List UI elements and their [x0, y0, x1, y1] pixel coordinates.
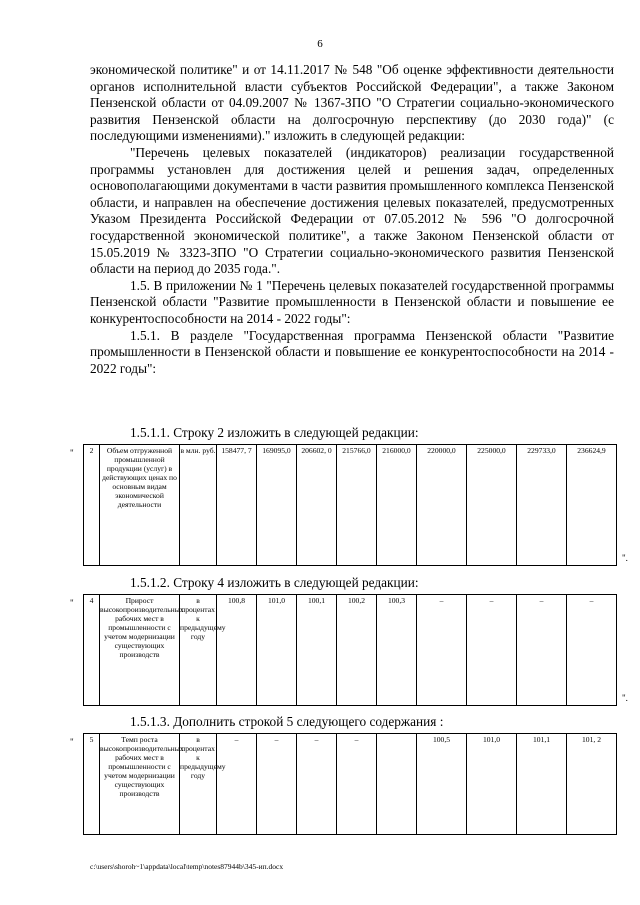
table-row — [84, 445, 617, 566]
indicator-name: Прирост высокопроизводительных рабочих мест в промышленности с учетом модернизации существующих производств — [100, 595, 180, 706]
paragraph: "Перечень целевых показателей (индикаторов) реализации государственной программы установлен для достижения целей и решения задач, определенных основополагающими документами в части развития промышленного комплекса Пензенской области, и направлен на обеспечение достижения целевых показателей, предусмотренных Указом Президента Российской Федерации от 07.05.2012 № 596 "О долгосрочной государственной экономической политике", а также Законом Пензенской области от 15.05.2019 № 3323-ЗПО "О Стратегии социально-экономического развития Пензенской области на период до 2035 года.". — [90, 144, 614, 277]
open-quote: " — [70, 598, 74, 608]
heading-row2: 1.5.1.1. Строку 2 изложить в следующей редакции: — [130, 425, 419, 440]
value-cell: – — [297, 734, 337, 835]
value-cell: 100,5 — [417, 734, 467, 835]
page-number: 6 — [317, 38, 323, 50]
indicator-name: Темп роста высокопроизводительных рабочих мест в промышленности с учетом модернизации существующих производств — [100, 734, 180, 835]
table-row2 — [83, 444, 617, 566]
paragraph: 1.5. В приложении № 1 "Перечень целевых показателей государственной программы Пензенской области "Развитие промышленности в Пензенской области и повышение ее конкурентоспособности на 2014 - 2022 годы": — [90, 277, 614, 326]
row-number: 4 — [84, 595, 100, 706]
value-cell: 100,8 — [217, 595, 257, 706]
table-row5 — [83, 733, 617, 835]
value-cell: – — [217, 734, 257, 835]
row-number: 5 — [84, 734, 100, 835]
value-cell: 236624,9 — [567, 445, 617, 566]
value-cell: 206602, 0 — [297, 445, 337, 566]
close-quote: ". — [622, 693, 628, 703]
value-cell: 100,2 — [337, 595, 377, 706]
paragraph: 1.5.1. В разделе "Государственная программа Пензенской области "Развитие промышленности в Пензенской области и повышение ее конкурентоспособности на 2014 - 2022 годы": — [90, 327, 614, 376]
value-cell: 101,0 — [257, 595, 297, 706]
value-cell: 225000,0 — [467, 445, 517, 566]
indicator-name: Объем отгруженной промышленной продукции (услуг) в действующих ценах по основным видам экономической деятельности — [100, 445, 180, 566]
unit: в процентах к предыдущему году — [180, 595, 217, 706]
value-cell: 158477, 7 — [217, 445, 257, 566]
close-quote: ". — [622, 553, 628, 563]
value-cell: – — [467, 595, 517, 706]
value-cell: – — [417, 595, 467, 706]
table-row — [84, 595, 617, 706]
value-cell: – — [517, 595, 567, 706]
table-row4 — [83, 594, 617, 706]
value-cell: 229733,0 — [517, 445, 567, 566]
value-cell: 215766,0 — [337, 445, 377, 566]
heading-row4: 1.5.1.2. Строку 4 изложить в следующей редакции: — [130, 575, 419, 590]
document-body — [90, 62, 614, 377]
value-cell: 100,3 — [377, 595, 417, 706]
value-cell: – — [257, 734, 297, 835]
unit: в млн. руб. — [180, 445, 217, 566]
open-quote: " — [70, 448, 74, 458]
value-cell: 100,1 — [297, 595, 337, 706]
value-cell: 101,0 — [467, 734, 517, 835]
value-cell: 101,1 — [517, 734, 567, 835]
unit: в процентах к предыдущему году — [180, 734, 217, 835]
paragraph: экономической политике" и от 14.11.2017 № 548 "Об оценке эффективности деятельности органов исполнительной власти субъектов Российской Федерации", а также Законом Пензенской области от 04.09.2007 № 1367-ЗПО "О Стратегии социально-экономического развития Пензенской области на долгосрочную перспективу (до 2030 года)" (с последующими изменениями)." изложить в следующей редакции: — [90, 62, 614, 144]
heading-row5: 1.5.1.3. Дополнить строкой 5 следующего содержания : — [130, 714, 444, 729]
footer-file-path: c:\users\shoroh~1\appdata\local\temp\notes87944b\345-ип.docx — [90, 862, 284, 871]
value-cell: 101, 2 — [567, 734, 617, 835]
value-cell: – — [337, 734, 377, 835]
value-cell — [377, 734, 417, 835]
row-number: 2 — [84, 445, 100, 566]
open-quote: " — [70, 737, 74, 747]
value-cell: 220000,0 — [417, 445, 467, 566]
table-row — [84, 734, 617, 835]
value-cell: 169095,0 — [257, 445, 297, 566]
value-cell: – — [567, 595, 617, 706]
value-cell: 216000,0 — [377, 445, 417, 566]
